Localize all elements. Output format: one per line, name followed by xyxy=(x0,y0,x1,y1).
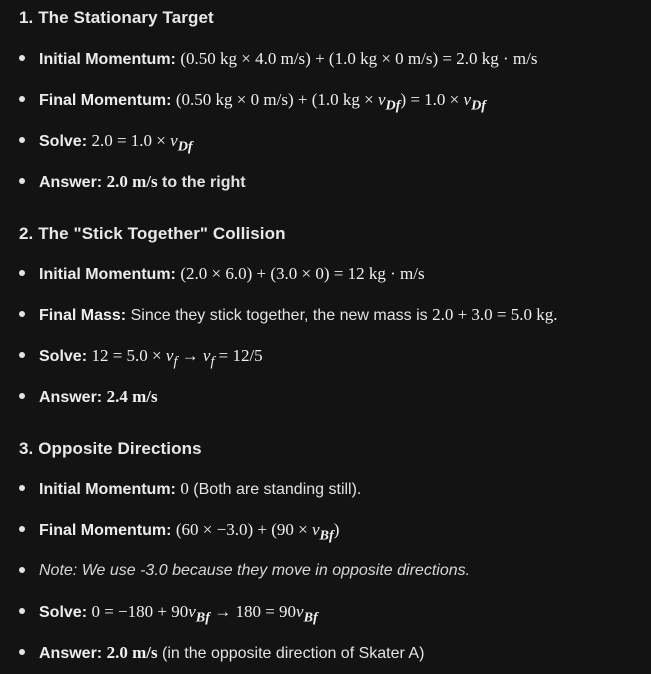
item-math: $(60 \times -3.0) + (90 \times v_{Bf})$ xyxy=(175,520,340,544)
item-math: $12 = 5.0 \times v_f \to v_f = 12/5$ xyxy=(91,346,263,370)
item-math: $2.0 = 1.0 \times v_{Df}$ xyxy=(91,131,193,155)
item-label: Answer: xyxy=(39,174,103,191)
item-math: (0.50 kg × 0 m/s) + (1.0 kg × $v_{Df}) = 1.0 \times v_{Df}$ xyxy=(175,90,487,114)
item-label: Initial Momentum: xyxy=(39,51,176,68)
list-item xyxy=(19,161,537,202)
bullet-icon xyxy=(19,567,25,573)
list-item xyxy=(19,120,537,161)
bullet-icon xyxy=(19,393,25,399)
list-item xyxy=(19,376,558,417)
answer-value: 2.0 m/s xyxy=(106,643,158,662)
item-label: Initial Momentum: xyxy=(39,266,176,283)
answer-text: to the right xyxy=(162,174,246,191)
item-math: (0.50 kg × 4.0 m/s) + (1.0 kg × 0 m/s) = 2.0 kg · m/s xyxy=(180,49,538,68)
list-item xyxy=(19,38,537,79)
bullet-icon xyxy=(19,137,25,143)
bullet-icon xyxy=(19,96,25,102)
section-1-list xyxy=(19,38,537,202)
list-item xyxy=(19,253,558,294)
list-item xyxy=(19,79,537,120)
list-item xyxy=(19,509,470,550)
item-math: $0 = -180 + 90v_{Bf} \to 180 = 90v_{Bf}$ xyxy=(91,602,318,626)
bullet-icon xyxy=(19,649,25,655)
item-label: Final Momentum: xyxy=(39,92,172,109)
answer-text: (in the opposite direction of Skater A) xyxy=(162,645,425,662)
list-item xyxy=(19,335,558,376)
item-label: Solve: xyxy=(39,133,88,150)
item-label: Answer: xyxy=(39,389,103,406)
list-item xyxy=(19,632,470,673)
section-3-title: 3. Opposite Directions xyxy=(19,439,202,458)
section-2-list xyxy=(19,253,558,417)
item-label: Solve: xyxy=(39,604,88,621)
section-2-title: 2. The "Stick Together" Collision xyxy=(19,224,286,243)
bullet-icon xyxy=(19,311,25,317)
bullet-icon xyxy=(19,270,25,276)
item-note: Note: We use -3.0 because they move in opposite directions. xyxy=(39,562,471,579)
item-label: Initial Momentum: xyxy=(39,481,176,498)
item-label: Answer: xyxy=(39,645,103,662)
item-text: Since they stick together, the new mass is xyxy=(130,307,428,324)
bullet-icon xyxy=(19,526,25,532)
bullet-icon xyxy=(19,178,25,184)
answer-value: 2.4 m/s xyxy=(106,387,158,406)
list-item xyxy=(19,294,558,335)
item-text: (Both are standing still). xyxy=(193,481,362,498)
section-1-title: 1. The Stationary Target xyxy=(19,8,214,27)
list-item xyxy=(19,591,470,632)
list-item xyxy=(19,468,470,509)
section-3-list xyxy=(19,468,470,673)
item-label: Final Momentum: xyxy=(39,522,172,539)
bullet-icon xyxy=(19,608,25,614)
item-label: Solve: xyxy=(39,348,88,365)
bullet-icon xyxy=(19,352,25,358)
item-math: 2.0 + 3.0 = 5.0 kg. xyxy=(432,305,558,324)
item-math: 0 xyxy=(180,479,189,498)
bullet-icon xyxy=(19,485,25,491)
answer-value: 2.0 m/s xyxy=(106,172,158,191)
item-math: (2.0 × 6.0) + (3.0 × 0) = 12 kg · m/s xyxy=(180,264,425,283)
item-label: Final Mass: xyxy=(39,307,127,324)
bullet-icon xyxy=(19,55,25,61)
list-item xyxy=(19,550,470,591)
